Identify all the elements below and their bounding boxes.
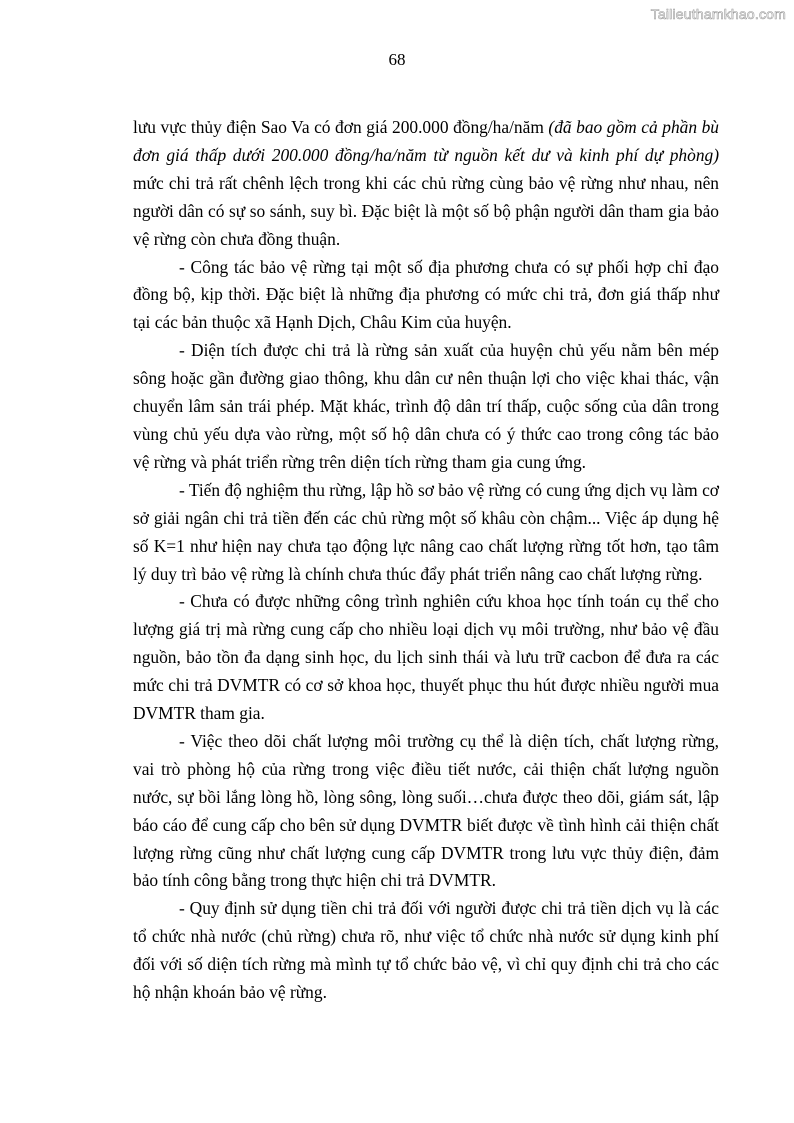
paragraph-research-gap: - Chưa có được những công trình nghiên cứu khoa học tính toán cụ thể cho lượng giá trị mà rừng cung cấp cho nhiều loại dịch vụ môi trường, như bảo vệ đầu nguồn, bảo tồn đa dạng sinh học, du lịch sinh thái và lưu trữ cacbon để đưa ra các mức chi trả DVMTR có cơ sở khoa học, thuyết phục thu hút được nhiều người mua DVMTR tham gia. [133, 591, 719, 724]
page-number: 68 [388, 50, 406, 69]
paragraph-production-forest-area: - Diện tích được chi trả là rừng sản xuất của huyện chủ yếu nằm bên mép sông hoặc gần đường giao thông, khu dân cư nên thuận lợi cho việc khai thác, vận chuyển lâm sản trái phép. Mặt khác, trình độ dân trí thấp, cuộc sống của dân trong vùng chủ yếu dựa vào rừng, một số hộ dân chưa có ý thức cao trong công tác bảo vệ rừng và phát triển rừng trên diện tích rừng tham gia cung ứng. [133, 340, 719, 472]
italic-note: (đã bao gồm cả phần bù đơn giá thấp dưới 200.000 đồng/ha/năm từ nguồn kết dư và kinh phí dự phòng) [133, 117, 719, 165]
paragraph-forest-protection-coordination: - Công tác bảo vệ rừng tại một số địa phương chưa có sự phối hợp chỉ đạo đồng bộ, kịp thời. Đặc biệt là những địa phương có mức chi trả, đơn giá thấp như tại các bản thuộc xã Hạnh Dịch, Châu Kim của huyện. [133, 256, 719, 333]
paragraph-payment-regulation: - Quy định sử dụng tiền chi trả đối với người được chi trả tiền dịch vụ là các tổ chức nhà nước (chủ rừng) chưa rõ, như việc tổ chức nhà nước sử dụng kinh phí đối với số diện tích rừng mà mình tự tổ chức bảo vệ, vì chỉ quy định chi trả cho các hộ nhận khoán bảo vệ rừng. [133, 898, 719, 1003]
document-body [133, 114, 719, 1007]
paragraph-continuation [133, 114, 719, 254]
paragraph-environment-monitoring: - Việc theo dõi chất lượng môi trường cụ thể là diện tích, chất lượng rừng, vai trò phòng hộ của rừng trong việc điều tiết nước, cải thiện chất lượng nguồn nước, sự bồi lắng lòng hồ, lòng sông, lòng suối…chưa được theo dõi, giám sát, lập báo cáo để cung cấp cho bên sử dụng DVMTR biết được về tình hình cải thiện chất lượng rừng cũng như chất lượng cung cấp DVMTR trong lưu vực thủy điện, đảm bảo tính công bằng trong thực hiện chi trả DVMTR. [133, 730, 719, 891]
watermark-text: Tailieuthamkhao.com [650, 6, 786, 22]
paragraph-acceptance-progress: - Tiến độ nghiệm thu rừng, lập hồ sơ bảo vệ rừng có cung ứng dịch vụ làm cơ sở giải ngân chi trả tiền đến các chủ rừng một số khâu còn chậm... Việc áp dụng hệ số K=1 như hiện nay chưa tạo động lực nâng cao chất lượng rừng tốt hơn, tạo tâm lý duy trì bảo vệ rừng là chính chưa thúc đẩy phát triển nâng cao chất lượng rừng. [133, 479, 719, 584]
paragraph-text: mức chi trả rất chênh lệch trong khi các chủ rừng cùng bảo vệ rừng như nhau, nên người dân có sự so sánh, suy bì. Đặc biệt là một số bộ phận người dân tham gia bảo vệ rừng còn chưa đồng thuận. [133, 172, 719, 249]
paragraph-text: lưu vực thủy điện Sao Va có đơn giá 200.000 đồng/ha/năm [133, 117, 549, 137]
